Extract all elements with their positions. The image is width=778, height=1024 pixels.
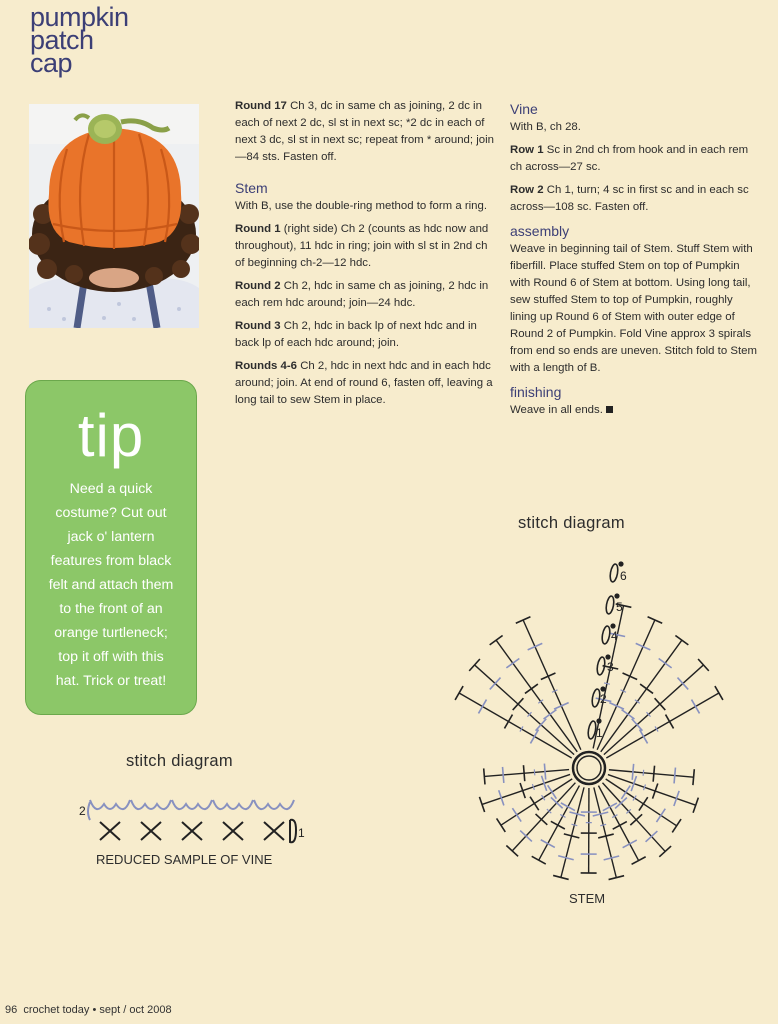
stem-hdc-tick [516,617,531,624]
vine-turn-mark [88,802,90,820]
stem-hdc-tick [623,840,637,848]
stem-hdc-spoke [606,693,719,758]
stem-hdc-tick [621,786,630,799]
footer-bullet: • [92,1004,97,1016]
vine-row-2: Row 2 Ch 1, turn; 4 sc in first sc and in each sc across—108 sc. Fasten off. [510,184,749,213]
stem-hdc-tick [632,857,646,865]
stem-slip-dot [619,562,623,566]
tip-box [25,380,197,715]
article-title [30,2,129,78]
stem-hdc-tick [532,856,546,864]
title-line-2: patch [30,25,94,55]
stem-hdc-tick [622,710,635,719]
vine-diagram-title: stitch diagram [126,752,233,770]
stem-round-label-2: 2 [600,692,607,706]
stem-round-2: Round 2 Ch 2, hdc in same ch as joining, 2 hdc in each rem hdc around; join—24 hdc. [235,280,489,309]
stem-diagram-caption: STEM [569,891,606,906]
finishing-heading: finishing [510,384,562,400]
stem-hdc-tick [497,818,506,831]
stem-hdc-tick [506,658,519,667]
finishing-text: Weave in all ends. [510,402,762,419]
stem-hdc-tick [632,764,633,780]
stem-hdc-tick [554,703,569,710]
stem-rounds-4-6: Rounds 4-6 Ch 2, hdc in next hdc and in each hdc around; join. At end of round 6, fasten off, leaving a long tail to sew Stem in place. [235,360,493,406]
stem-hdc-bar [600,824,606,825]
stem-hdc-tick [548,785,557,798]
vine-sc-mark [223,822,243,840]
stem-round-3: Round 3 Ch 2, hdc in back lp of next hdc and in back lp of each hdc around; join. [235,320,477,349]
stem-chain-oval [596,657,606,676]
issue-date: sept / oct 2008 [99,1004,172,1016]
stem-hdc-tick [530,797,539,810]
vine-sc-mark [141,822,161,840]
stem-hdc-tick [636,643,651,650]
vine-diagram-caption: REDUCED SAMPLE OF VINE [96,852,273,867]
stem-hdc-tick [528,643,543,650]
stem-hdc-tick [666,715,674,729]
stem-hdc-tick [648,617,663,624]
vine-arc-mark [90,800,130,809]
stem-round-label-4: 4 [611,629,618,643]
stem-slip-dot [601,687,605,691]
stem-intro: With B, use the double-ring method to form a ring. [235,200,487,212]
stem-hdc-tick [544,764,545,780]
instructions-column-left [235,98,497,415]
stem-hdc-tick [653,766,654,782]
stem-hdc-tick [715,686,723,700]
stem-diagram-title: stitch diagram [518,514,625,532]
stem-slip-dot [615,594,619,598]
stem-hdc-tick [640,730,648,744]
stem-hdc-spoke [484,770,569,777]
stem-hdc-tick [639,797,648,810]
stem-stitch-diagram [400,545,778,890]
stem-hdc-tick [541,673,556,680]
vine-start-mark [290,820,296,843]
vine-sc-mark [264,822,284,840]
stem-slip-dot [597,719,601,723]
stem-round-label-3: 3 [607,660,614,674]
stem-hdc-tick [561,803,575,811]
tip-body: Need a quick costume? Cut out jack o' lantern features from black felt and attach them to the front of an orange turtleneck; top it off with this hat. Trick or treat! [48,481,174,689]
page-number: 96 [5,1004,18,1016]
stem-hdc-spoke [597,620,655,750]
vine-sc-mark [182,822,202,840]
stem-hdc-tick [613,822,627,830]
stem-hdc-tick [675,635,688,644]
stem-hdc-tick [530,730,538,744]
vine-arc-mark [213,800,253,809]
stem-round-label-1: 1 [596,726,603,740]
assembly-heading: assembly [510,223,570,239]
vine-arc-mark [131,800,171,809]
stem-hdc-tick [478,700,486,714]
stem-hdc-tick [455,686,463,700]
stem-hdc-tick [504,715,512,729]
stem-hdc-tick [693,769,694,785]
title-line-3: cap [30,48,73,78]
vine-arc-mark [172,800,212,809]
vine-arc-mark [254,800,294,809]
stem-chain-oval [609,564,619,583]
round-17: Round 17 Ch 3, dc in same ch as joining, 2 dc in each of next 2 dc, sl st in next sc; *2 dc in each of next 3 dc, sl st in next sc; repeat from * around; join—84 sts. Fasten off. [235,100,494,163]
stem-hdc-tick [523,765,524,781]
stem-heading: Stem [235,180,268,196]
vine-row-2-label: 2 [79,804,86,818]
stem-hdc-tick [503,767,504,783]
stem-hdc-tick [512,808,521,821]
instructions-column-right [510,100,762,425]
stem-hdc-tick [623,673,638,680]
stem-hdc-tick [551,821,565,829]
stem-hdc-spoke [594,787,616,877]
vine-intro: With B, ch 28. [510,121,581,133]
stem-slip-dot [606,655,610,659]
stem-hdc-bar [643,770,644,776]
stem-hdc-tick [484,768,485,784]
stem-hdc-spoke [609,770,694,777]
hat-photo [29,104,199,328]
vine-row-1-label: 1 [298,826,305,840]
assembly-text: Weave in beginning tail of Stem. Stuff Stem with fiberfill. Place stuffed Stem on top of Pumpkin with Round 6 of Stem at bottom. Using long tail, sew stuffed Stem to top of Pumpkin, roughly lining up Round 6 of Stem with outer edge of Round 2 of Pumpkin. Fold Vine approx 3 spirals from end so ends are uneven. Stitch fold to Stem with a length of B. [510,243,757,374]
vine-row-1: Row 1 Sc in 2nd ch from hook and in each rem ch across—27 sc. [510,144,749,173]
stem-chain-oval [605,596,615,615]
stem-round-label-6: 6 [620,569,627,583]
stem-hdc-tick [541,840,555,848]
stem-hdc-tick [525,684,538,693]
stem-hdc-tick [640,684,653,693]
tip-heading: tip [77,402,145,469]
stem-hdc-spoke [459,693,572,758]
stem-hdc-bar [571,824,577,825]
page-footer [5,1004,172,1016]
stem-hdc-tick [544,710,557,719]
stem-round-label-5: 5 [616,600,623,614]
stem-hdc-tick [674,768,675,784]
stem-hdc-spoke [561,787,584,877]
stem-slip-dot [611,624,615,628]
stem-chain-oval [601,626,611,645]
stem-hdc-spoke [523,620,581,750]
stem-hdc-tick [659,658,672,667]
stem-hdc-tick [603,803,617,811]
vine-stitch-diagram [72,790,312,850]
stem-hdc-tick [490,635,503,644]
stem-hdc-tick [656,809,665,822]
stem-hdc-tick [672,819,681,832]
vine-heading: Vine [510,101,538,117]
title-line-1: pumpkin [30,2,129,32]
vine-sc-mark [100,822,120,840]
stem-hdc-tick [692,700,700,714]
end-square-icon [606,406,613,413]
magazine-name: crochet today [23,1004,90,1016]
stem-hdc-bar [604,683,610,684]
stem-hdc-tick [609,703,624,710]
stem-round-1: Round 1 (right side) Ch 2 (counts as hdc now and throughout), 11 hdc in ring; join with sl st in 2nd ch of beginning ch-2—12 hdc. [235,223,489,269]
